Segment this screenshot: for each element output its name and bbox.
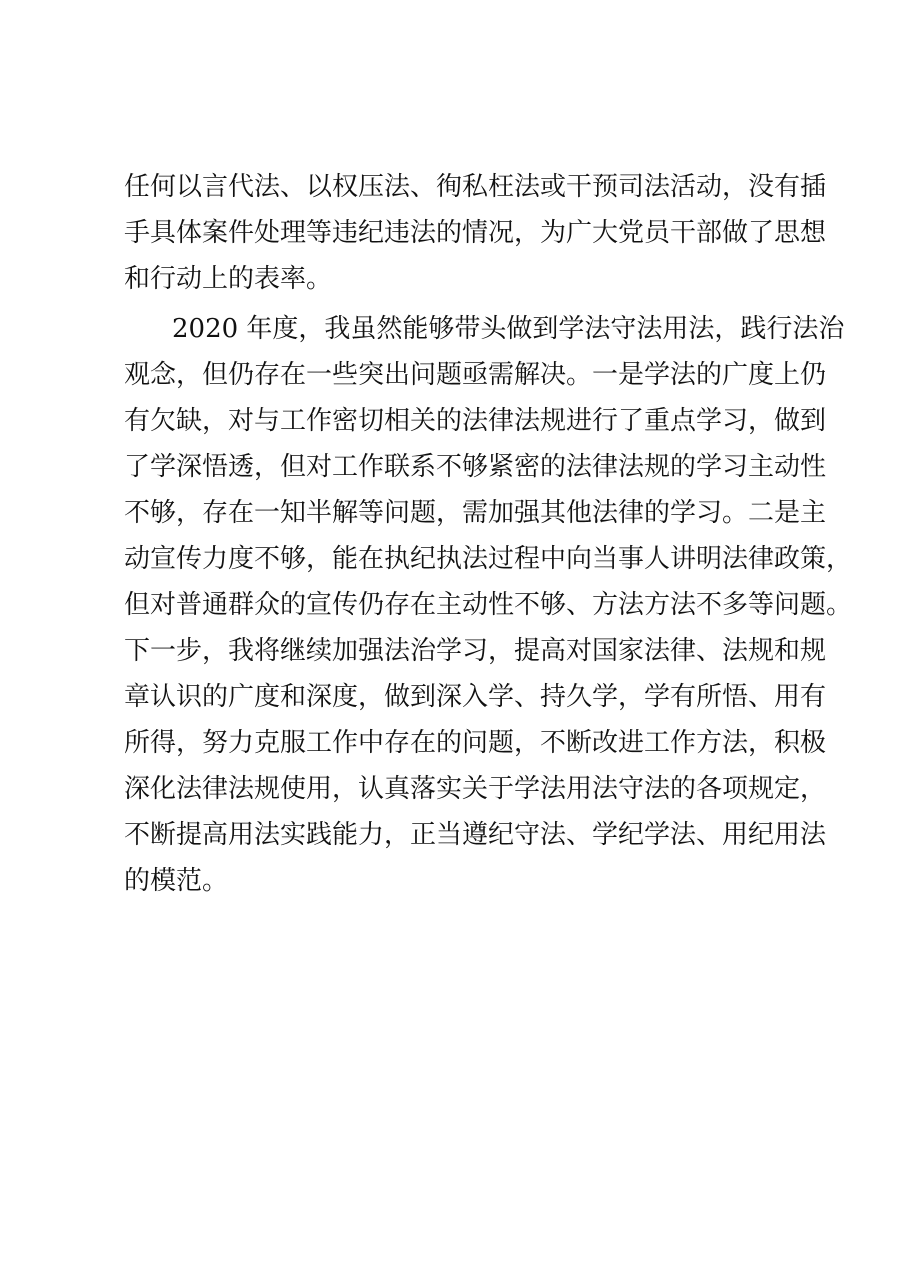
text-line: 不够，存在一知半解等问题，需加强其他法律的学习。二是主 — [124, 498, 827, 528]
text-line: 所得，努力克服工作中存在的问题，不断改进工作方法，积极 — [124, 728, 827, 758]
text-line: 深化法律法规使用，认真落实关于学法用法守法的各项规定， — [124, 774, 827, 804]
text-line: 和行动上的表率。 — [124, 264, 333, 294]
text-line: 下一步，我将继续加强法治学习，提高对国家法律、法规和规 — [124, 636, 827, 666]
text-line: 观念，但仍存在一些突出问题亟需解决。一是学法的广度上仍 — [124, 360, 827, 390]
text-line: 但对普通群众的宣传仍存在主动性不够、方法方法不多等问题。 — [124, 590, 853, 620]
text-line: 任何以言代法、以权压法、徇私枉法或干预司法活动，没有插 — [124, 172, 827, 202]
text-line: 2020 年度，我虽然能够带头做到学法守法用法，践行法治 — [172, 314, 845, 344]
text-line: 不断提高用法实践能力，正当遵纪守法、学纪学法、用纪用法 — [124, 820, 827, 850]
text-line: 手具体案件处理等违纪违法的情况，为广大党员干部做了思想 — [124, 218, 827, 248]
text-line: 有欠缺，对与工作密切相关的法律法规进行了重点学习，做到 — [124, 406, 827, 436]
text-line: 的模范。 — [124, 866, 229, 896]
text-line: 动宣传力度不够，能在执纪执法过程中向当事人讲明法律政策， — [124, 544, 853, 574]
text-line: 章认识的广度和深度，做到深入学、持久学，学有所悟、用有 — [124, 682, 827, 712]
text-line: 了学深悟透，但对工作联系不够紧密的法律法规的学习主动性 — [124, 452, 827, 482]
